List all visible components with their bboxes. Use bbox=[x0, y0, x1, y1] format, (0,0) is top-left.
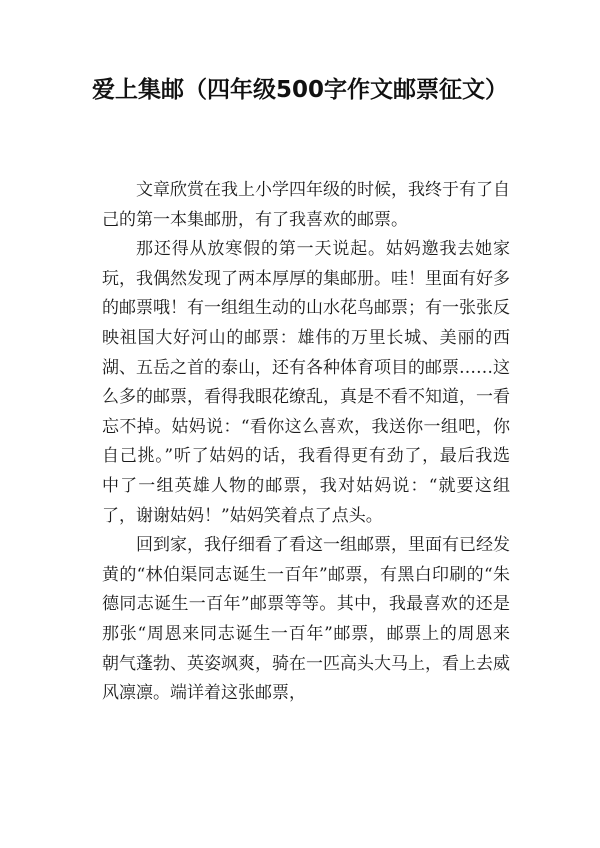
paragraph-3: 回到家，我仔细看了看这一组邮票，里面有已经发黄的“林伯渠同志诞生一百年”邮票，有黑白印刷的“朱德同志诞生一百年”邮票等等。其中，我最喜欢的还是那张“周恩来同志诞生一百年”邮票，邮票上的周恩来朝气蓬勃、英姿飒爽，骑在一匹高头大马上，看上去威风凛凛。端详着这张邮票， bbox=[102, 535, 510, 704]
paragraph-1: 文章欣赏在我上小学四年级的时候，我终于有了自己的第一本集邮册，有了我喜欢的邮票。 bbox=[102, 180, 510, 230]
paragraph-2: 那还得从放寒假的第一天说起。姑妈邀我去她家玩，我偶然发现了两本厚厚的集邮册。哇！里面有好多的邮票哦！有一组组生动的山水花鸟邮票；有一张张反映祖国大好河山的邮票：雄伟的万里长城、美丽的西湖、五岳之首的泰山，还有各种体育项目的邮票……这么多的邮票，看得我眼花缭乱，真是不看不知道，一看忘不掉。姑妈说：“看你这么喜欢，我送你一组吧，你自己挑。”听了姑妈的话，我看得更有劲了，最后我选中了一组英雄人物的邮票，我对姑妈说：“就要这组了，谢谢姑妈！”姑妈笑着点了点头。 bbox=[102, 239, 510, 526]
document-body bbox=[102, 176, 510, 709]
document-title: 爱上集邮（四年级500字作文邮票征文） bbox=[91, 77, 508, 103]
